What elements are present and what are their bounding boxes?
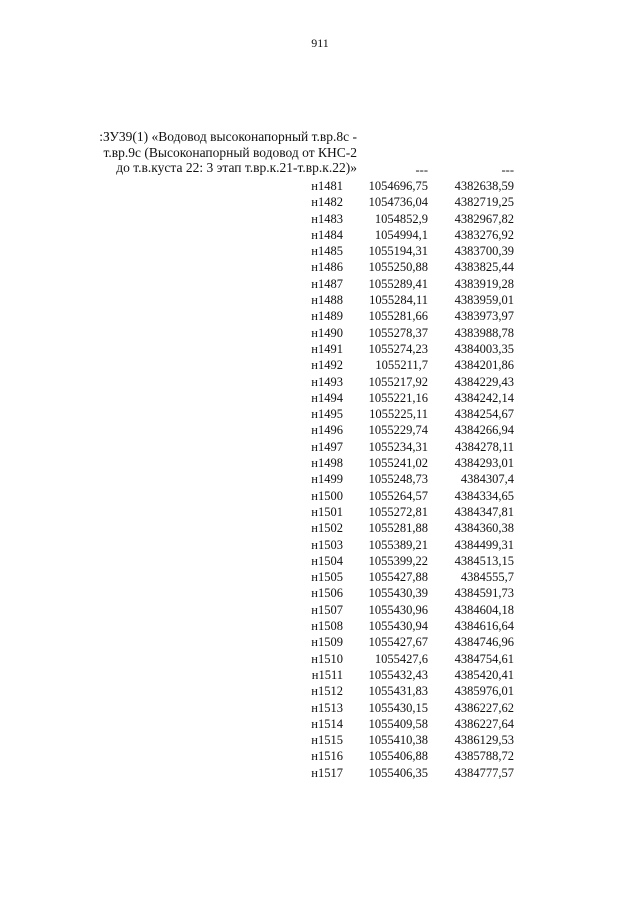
y-coordinate-cell: 4386227,62 [454, 700, 514, 715]
y-coordinate-cell: 4384254,67 [454, 407, 514, 422]
x-coordinate-cell: 1055430,15 [368, 700, 428, 715]
y-coordinate-cell: 4383973,97 [454, 309, 514, 324]
x-coordinate-cell: 1055432,43 [368, 667, 428, 682]
point-id-cell: н1486 [311, 260, 343, 275]
point-id-cell: н1512 [311, 684, 343, 699]
y-coordinate-cell: 4383919,28 [454, 276, 514, 291]
y-coordinate-cell: 4385976,01 [454, 684, 514, 699]
table-row [0, 406, 640, 422]
y-coordinate-cell: 4384201,86 [454, 358, 514, 373]
header-x-dashes: --- [415, 163, 428, 177]
table-row [0, 716, 640, 732]
point-id-cell: н1495 [311, 407, 343, 422]
point-id-cell: н1483 [311, 211, 343, 226]
x-coordinate-cell: 1055430,96 [368, 602, 428, 617]
table-row [0, 422, 640, 438]
y-coordinate-cell: 4384777,57 [454, 765, 514, 780]
x-coordinate-cell: 1055406,88 [368, 749, 428, 764]
y-coordinate-cell: 4384307,4 [460, 472, 514, 487]
x-coordinate-cell: 1055431,83 [368, 684, 428, 699]
table-row [0, 520, 640, 536]
x-coordinate-cell: 1055221,16 [368, 390, 428, 405]
x-coordinate-cell: 1055278,37 [368, 325, 428, 340]
x-coordinate-cell: 1055241,02 [368, 456, 428, 471]
point-id-cell: н1485 [311, 244, 343, 259]
table-row [0, 683, 640, 699]
y-coordinate-cell: 4384229,43 [454, 374, 514, 389]
point-id-cell: н1497 [311, 439, 343, 454]
point-id-cell: н1508 [311, 619, 343, 634]
table-row [0, 602, 640, 618]
point-id-cell: н1484 [311, 227, 343, 242]
coordinates-table [0, 162, 640, 781]
point-id-cell: н1502 [311, 521, 343, 536]
x-coordinate-cell: 1055427,88 [368, 570, 428, 585]
x-coordinate-cell: 1055217,92 [368, 374, 428, 389]
point-id-cell: н1505 [311, 570, 343, 585]
point-id-cell: н1492 [311, 358, 343, 373]
y-coordinate-cell: 4384360,38 [454, 521, 514, 536]
x-coordinate-cell: 1055225,11 [369, 407, 428, 422]
point-id-cell: н1500 [311, 488, 343, 503]
x-coordinate-cell: 1055427,6 [374, 651, 428, 666]
y-coordinate-cell: 4383276,92 [454, 227, 514, 242]
point-id-cell: н1490 [311, 325, 343, 340]
header-y-dashes: --- [501, 163, 514, 177]
y-coordinate-cell: 4384334,65 [454, 488, 514, 503]
point-id-cell: н1487 [311, 276, 343, 291]
point-id-cell: н1499 [311, 472, 343, 487]
point-id-cell: н1498 [311, 456, 343, 471]
x-coordinate-cell: 1055409,58 [368, 716, 428, 731]
point-id-cell: н1507 [311, 602, 343, 617]
x-coordinate-cell: 1055406,35 [368, 765, 428, 780]
x-coordinate-cell: 1055284,11 [369, 293, 428, 308]
table-row [0, 537, 640, 553]
x-coordinate-cell: 1055272,81 [368, 504, 428, 519]
table-row [0, 374, 640, 390]
point-id-cell: н1481 [311, 179, 343, 193]
table-row [0, 292, 640, 308]
table-row [0, 651, 640, 667]
x-coordinate-cell: 1055430,94 [368, 619, 428, 634]
table-row [0, 504, 640, 520]
y-coordinate-cell: 4384754,61 [454, 651, 514, 666]
table-row [0, 618, 640, 634]
table-header-row [0, 162, 640, 178]
x-coordinate-cell: 1054994,1 [374, 227, 428, 242]
y-coordinate-cell: 4386227,64 [454, 716, 514, 731]
x-coordinate-cell: 1055248,73 [368, 472, 428, 487]
y-coordinate-cell: 4384266,94 [454, 423, 514, 438]
y-coordinate-cell: 4382638,59 [454, 179, 514, 193]
y-coordinate-cell: 4384242,14 [454, 390, 514, 405]
point-id-cell: н1501 [311, 504, 343, 519]
point-id-cell: н1496 [311, 423, 343, 438]
x-coordinate-cell: 1055194,31 [368, 244, 428, 259]
table-row [0, 178, 640, 194]
x-coordinate-cell: 1055211,7 [375, 358, 428, 373]
table-row [0, 732, 640, 748]
table-row [0, 357, 640, 373]
x-coordinate-cell: 1055427,67 [368, 635, 428, 650]
point-id-cell: н1503 [311, 537, 343, 552]
point-id-cell: н1489 [311, 309, 343, 324]
table-row [0, 439, 640, 455]
table-row [0, 471, 640, 487]
point-id-cell: н1493 [311, 374, 343, 389]
point-id-cell: н1506 [311, 586, 343, 601]
table-row [0, 667, 640, 683]
x-coordinate-cell: 1054736,04 [368, 195, 428, 210]
y-coordinate-cell: 4384003,35 [454, 341, 514, 356]
y-coordinate-cell: 4382967,82 [454, 211, 514, 226]
table-row [0, 553, 640, 569]
table-row [0, 585, 640, 601]
table-row [0, 276, 640, 292]
y-coordinate-cell: 4384604,18 [454, 602, 514, 617]
table-row [0, 227, 640, 243]
table-row [0, 325, 640, 341]
table-row [0, 455, 640, 471]
table-row [0, 390, 640, 406]
y-coordinate-cell: 4385420,41 [454, 667, 514, 682]
x-coordinate-cell: 1055281,88 [368, 521, 428, 536]
table-row [0, 194, 640, 210]
x-coordinate-cell: 1055399,22 [368, 553, 428, 568]
table-row [0, 259, 640, 275]
x-coordinate-cell: 1055430,39 [368, 586, 428, 601]
point-id-cell: н1514 [311, 716, 343, 731]
y-coordinate-cell: 4383700,39 [454, 244, 514, 259]
y-coordinate-cell: 4384278,11 [455, 439, 514, 454]
y-coordinate-cell: 4385788,72 [454, 749, 514, 764]
y-coordinate-cell: 4383988,78 [454, 325, 514, 340]
x-coordinate-cell: 1054696,75 [368, 179, 428, 193]
y-coordinate-cell: 4384591,73 [454, 586, 514, 601]
y-coordinate-cell: 4384513,15 [454, 553, 514, 568]
y-coordinate-cell: 4383959,01 [454, 293, 514, 308]
parcel-title-line: т.вр.9с (Высоконапорный водовод от КНС-2 [103, 144, 357, 160]
y-coordinate-cell: 4384347,81 [454, 504, 514, 519]
x-coordinate-cell: 1055274,23 [368, 341, 428, 356]
parcel-title-line: до т.в.куста 22: 3 этап т.вр.к.21-т.вр.к.22)» [116, 160, 357, 175]
table-row [0, 634, 640, 650]
point-id-cell: н1511 [311, 667, 343, 682]
point-id-cell: н1491 [311, 341, 343, 356]
x-coordinate-cell: 1055250,88 [368, 260, 428, 275]
page-number: 911 [311, 36, 329, 50]
y-coordinate-cell: 4384616,64 [454, 619, 514, 634]
table-row [0, 308, 640, 324]
y-coordinate-cell: 4384555,7 [460, 570, 514, 585]
y-coordinate-cell: 4386129,53 [454, 733, 514, 748]
y-coordinate-cell: 4384746,96 [454, 635, 514, 650]
table-row [0, 341, 640, 357]
table-row [0, 243, 640, 259]
point-id-cell: н1517 [311, 765, 343, 780]
point-id-cell: н1513 [311, 700, 343, 715]
point-id-cell: н1515 [311, 733, 343, 748]
point-id-cell: н1516 [311, 749, 343, 764]
table-row [0, 569, 640, 585]
point-id-cell: н1488 [311, 293, 343, 308]
table-row [0, 488, 640, 504]
x-coordinate-cell: 1055229,74 [368, 423, 428, 438]
x-coordinate-cell: 1055264,57 [368, 488, 428, 503]
x-coordinate-cell: 1055410,38 [368, 733, 428, 748]
y-coordinate-cell: 4382719,25 [454, 195, 514, 210]
parcel-title-line: :ЗУ39(1) «Водовод высоконапорный т.вр.8с - [99, 129, 357, 144]
x-coordinate-cell: 1055281,66 [368, 309, 428, 324]
table-row [0, 700, 640, 716]
y-coordinate-cell: 4384499,31 [454, 537, 514, 552]
y-coordinate-cell: 4384293,01 [454, 456, 514, 471]
point-id-cell: н1510 [311, 651, 343, 666]
x-coordinate-cell: 1055234,31 [368, 439, 428, 454]
table-row [0, 748, 640, 764]
table-row [0, 765, 640, 781]
point-id-cell: н1494 [311, 390, 343, 405]
table-row [0, 211, 640, 227]
point-id-cell: н1504 [311, 553, 343, 568]
x-coordinate-cell: 1055289,41 [368, 276, 428, 291]
y-coordinate-cell: 4383825,44 [454, 260, 514, 275]
x-coordinate-cell: 1054852,9 [374, 211, 428, 226]
x-coordinate-cell: 1055389,21 [368, 537, 428, 552]
point-id-cell: н1509 [311, 635, 343, 650]
point-id-cell: н1482 [311, 195, 343, 210]
